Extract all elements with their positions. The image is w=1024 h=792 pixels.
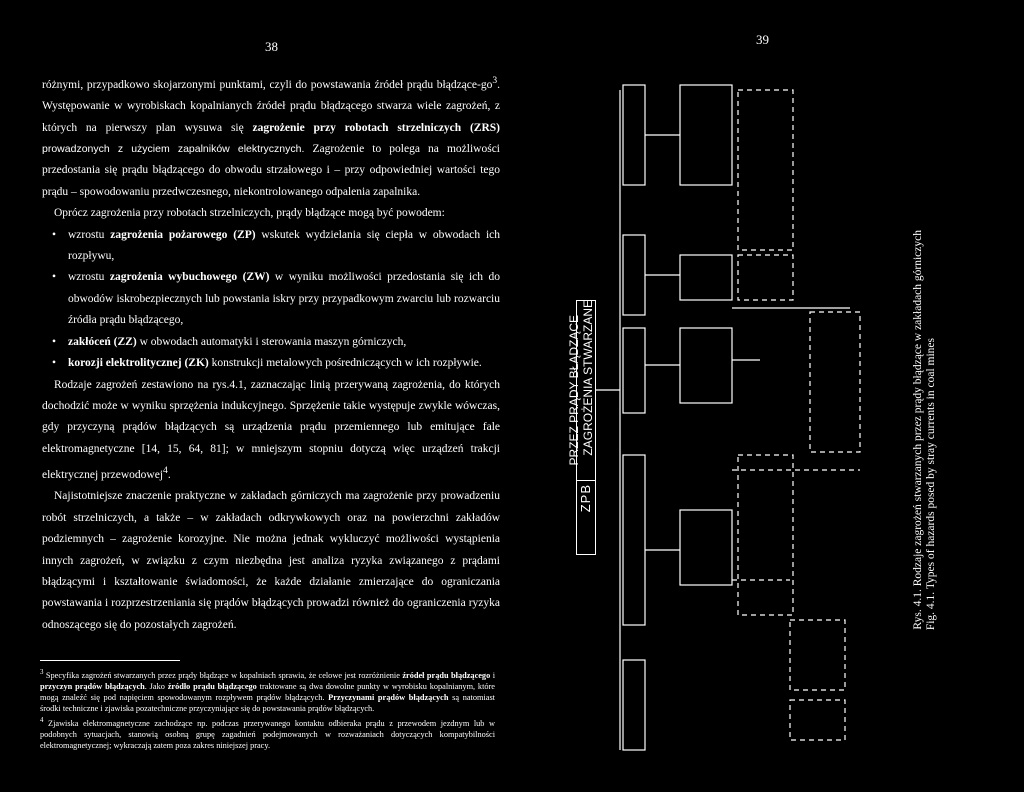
- footnote-3: [40, 667, 495, 715]
- paragraph-4: Najistotniejsze znaczenie praktyczne w zakładach górniczych ma zagrożenie przy prowadzeniu robót strzelniczych, a także – w zakładach odkrywkowych oraz na powierzchni zakładów podziemnych – zagrożenie korozyjne. Nie można jednak wykluczyć możliwości wystąpienia innych zagrożeń, w związku z czym niezbędna jest analiza ryzyka związanego z prądami błądzącymi i kształtowanie świadomości, że każde działanie zmierzające do ograniczania powstawania i rozprzestrzeniania się prądów błądzących prowadzi również do ograniczenia ryzyka odnoszącego się do pozostałych zagrożeń.: [42, 490, 500, 631]
- fn3-text-f: są natomiast środki techniczne i zjawiska pozatechniczne przyczyniające się do powstawania prądów błądzących.: [40, 693, 495, 714]
- figure-captions: [895, 190, 945, 630]
- footnote-rule: [40, 660, 180, 661]
- p1-text-a: różnymi, przypadkowo skojarzonymi punktami, czyli do powstawania źródeł prądu błądzące-go: [42, 78, 493, 91]
- list-item: [42, 332, 500, 353]
- bullet-post: wskutek wydzielania się ciepła w obwodach ich rozpływu,: [68, 228, 500, 263]
- footnote-3-number: 3: [40, 669, 44, 676]
- p3-end: .: [167, 468, 171, 481]
- hazard-diagram: [560, 60, 890, 760]
- paragraph-1: [42, 70, 500, 203]
- list-item: [42, 353, 500, 374]
- footnotes: [40, 660, 495, 751]
- footnote-4: [40, 715, 495, 751]
- fn3-bold-2: przyczyn prądów błądzących: [40, 681, 145, 691]
- page-number-left: 38: [265, 39, 278, 54]
- bullet-pre: wzrostu: [68, 271, 110, 284]
- list-item: [42, 267, 500, 331]
- fn3-text-c: i: [490, 670, 495, 680]
- footnote-4-number: 4: [40, 716, 44, 724]
- bullet-bold: zagrożenia pożarowego (ZP): [110, 228, 256, 241]
- list-item: [42, 225, 500, 268]
- bullet-post: konstrukcji metalowych pośredniczących w ich rozpływie.: [208, 357, 482, 370]
- diagram-title-line-1: ZAGROŻENIA STWARZANE: [581, 300, 595, 456]
- fn3-bold-3: źródło prądu błądzącego: [167, 681, 257, 691]
- fn3-text-a: Specyfika zagrożeń stwarzanych przez prądy błądzące w kopalniach sprawia, że celowe jest rozróżnienie: [43, 670, 403, 680]
- bullet-bold: zagrożenia wybuchowego (ZW): [109, 271, 270, 284]
- body-text: [42, 70, 500, 636]
- page-number-right: 39: [756, 32, 769, 47]
- bullet-pre: wzrostu: [68, 228, 111, 241]
- p1-bold: zagrożenie przy robotach strzelniczych (ZRS): [252, 121, 501, 134]
- bullet-bold: korozji elektrolitycznej (ZK): [68, 357, 209, 370]
- bullet-post: w wyniku możliwości przedostania się ich do obwodów iskrobezpiecznych lub powstania iskry przy przypadkowym zwarciu lub rozwarciu źródła prądu błądzącego,: [68, 271, 500, 327]
- paragraph-2: Oprócz zagrożenia przy robotach strzelniczych, prądy błądzące mogą być powodem:: [54, 207, 445, 220]
- paragraph-3: [42, 375, 500, 487]
- zpb-label: ZPB: [578, 484, 593, 513]
- caption-english: Fig. 4.1. Types of hazards posed by stray currents in coal mines: [925, 337, 937, 630]
- fn3-bold-4: Przyczynami prądów błądzących: [328, 693, 449, 703]
- diagram-lines: [560, 60, 890, 760]
- bullet-bold: zakłóceń (ZZ): [68, 335, 137, 348]
- caption-polish: Rys. 4.1. Rodzaje zagrożeń stwarzanych przez prądy błądzące w zakładach górniczych: [912, 230, 924, 630]
- fn3-text-e: traktowane są dwa dowolne punkty w wyrobisku kopalnianym, które mogą znaleźć się pod napięciem spowodowanym rozpływem prądów błądzących.: [40, 681, 495, 703]
- fn4-text: Zjawiska elektromagnetyczne zachodzące np. podczas przerywanego kontaktu odbieraka prądu z przewodem jezdnym lub w podobnych sytuacjach, stanowią osobną grupę zagadnień podejmowanych w rozważaniach dotyczących kompatybilności elektromagnetycznej; wykraczają zatem poza zakres niniejszej pracy.: [40, 718, 495, 750]
- footnote-ref-4: 4: [163, 465, 168, 477]
- hazard-list: [42, 225, 500, 375]
- fn3-text-d: . Jako: [144, 681, 168, 691]
- footnote-ref-3: 3: [492, 75, 498, 86]
- bullet-post: w obwodach automatyki i sterowania maszyn górniczych,: [136, 335, 407, 348]
- p1-text-c: prowadzonych z użyciem zapalników elektrycznych.: [42, 143, 305, 156]
- p1-text-b: . Występowanie w wyrobiskach kopalnianych źródeł prądu błądzącego stwarza wiele zagrożeń, z których na pierwszy plan wysuwa się: [42, 78, 500, 134]
- p1-text-d: Zagrożenie to polega na możliwości przedostania się prądu błądzącego do obwodu strzałowego i – przy odpowiedniej wartości tego prądu – spowodowaniu przedwczesnego, niekontrolowanego odpalenia zapalnika.: [42, 143, 500, 198]
- diagram-title-line-2: PRZEZ PRĄDY BŁĄDZĄCE: [567, 315, 581, 466]
- p3-text: Rodzaje zagrożeń zestawiono na rys.4.1, zaznaczając linią przerywaną zagrożenia, do których dochodzić może w wyniku sprzężenia indukcyjnego. Sprzężenie takie występuje zwykle wówczas, gdy przyczyną prądów błądzących są urządzenia prądu przemiennego lub emitujące fale elektromagnetyczne [14, 15, 64, 81]; w mniejszym stopniu dotyczą więc urządzeń trakcji elektrycznej przewodowej: [42, 378, 500, 481]
- fn3-bold-1: źródeł prądu błądzącego: [402, 670, 491, 680]
